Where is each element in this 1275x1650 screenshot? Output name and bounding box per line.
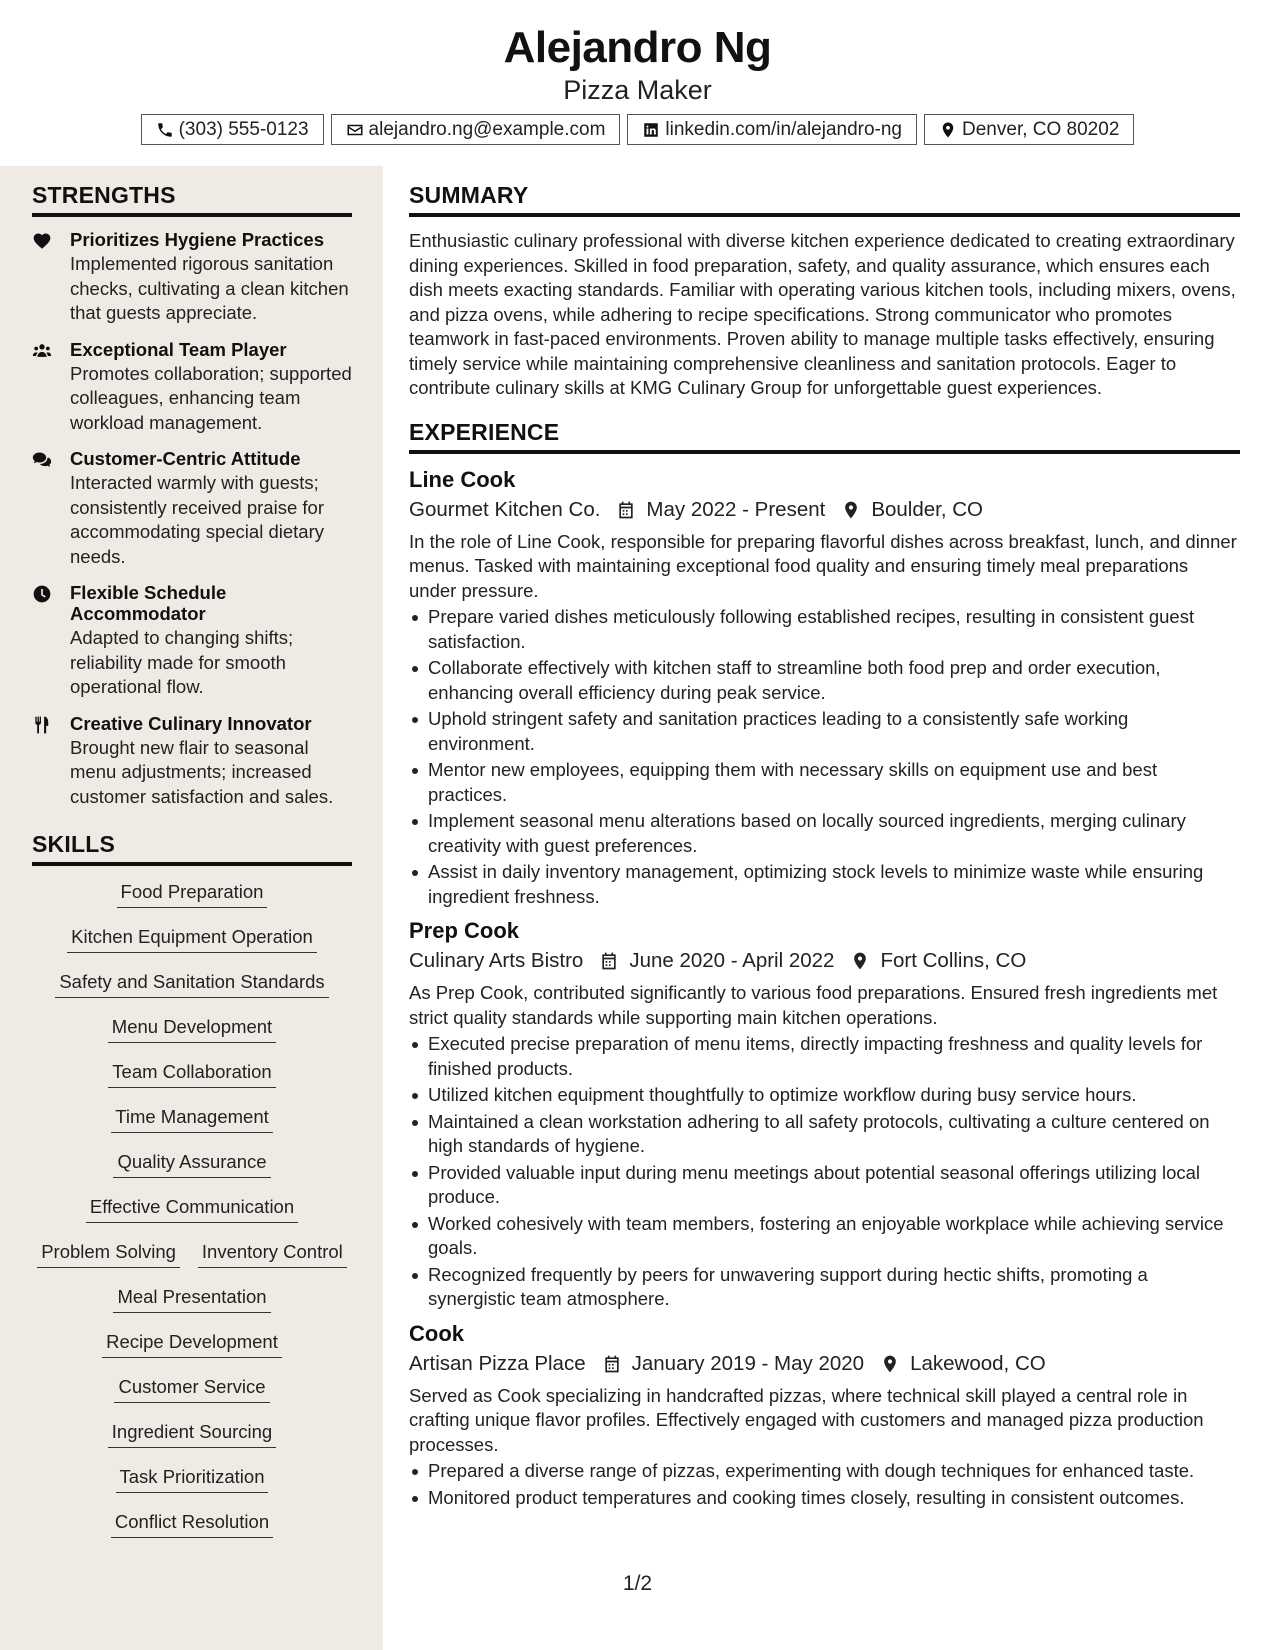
contact-linkedin[interactable] [627,114,917,145]
skill-tag: Quality Assurance [113,1150,270,1178]
strength-item [32,339,352,436]
strength-desc: Promotes collaboration; supported colleagues, enhancing team workload management. [70,362,352,433]
skill-row [32,1285,352,1330]
phone-icon [156,121,174,139]
experience-heading: EXPERIENCE [409,419,1240,454]
job-company: Culinary Arts Bistro [409,949,584,972]
strength-item [32,448,352,569]
job-location: Lakewood, CO [910,1351,1046,1375]
job-bullets [409,1459,1240,1510]
skill-row [32,1465,352,1510]
skill-row [32,970,352,1015]
skill-row [32,1420,352,1465]
skill-row [32,880,352,925]
job-location: Boulder, CO [871,497,983,521]
skills-list [32,880,352,1555]
left-column [32,182,352,1555]
skill-tag: Meal Presentation [113,1285,270,1313]
skill-tag: Inventory Control [198,1240,347,1268]
location-pin-icon [841,500,861,520]
resume-header [0,22,1275,145]
job-company: Gourmet Kitchen Co. [409,497,601,521]
bullet-item: Monitored product temperatures and cooking times closely, resulting in consistent outcomes. [409,1486,1240,1511]
skill-tag: Effective Communication [86,1195,298,1223]
bullet-item: Provided valuable input during menu meetings about potential seasonal offerings utilizing local produce. [409,1161,1240,1210]
heart-icon [32,231,52,251]
contact-location-text: Denver, CO 80202 [962,118,1120,140]
skill-tag: Safety and Sanitation Standards [55,970,328,998]
skill-tag: Task Prioritization [116,1465,269,1493]
bullet-item: Recognized frequently by peers for unwavering support during hectic shifts, promoting a synergistic team atmosphere. [409,1263,1240,1312]
skill-tag: Menu Development [108,1015,276,1043]
skill-row [32,1375,352,1420]
job-title: Prep Cook [409,918,520,943]
strength-title: Exceptional Team Player [70,338,287,360]
skill-row [32,1330,352,1375]
skill-row [32,1105,352,1150]
bullet-item: Assist in daily inventory management, optimizing stock levels to minimize waste while ensuring ingredient freshness. [409,860,1240,909]
bullet-item: Mentor new employees, equipping them with necessary skills on equipment use and best practices. [409,758,1240,807]
job-meta [409,1348,1240,1380]
skills-heading: SKILLS [32,831,352,866]
location-pin-icon [850,951,870,971]
page-number: 1/2 [622,1572,653,1595]
job-dates: June 2020 - April 2022 [629,949,835,972]
strength-desc: Adapted to changing shifts; reliability made for smooth operational flow. [70,627,294,697]
skill-tag: Time Management [111,1105,273,1133]
summary-text: Enthusiastic culinary professional with diverse kitchen experience dedicated to creating extraordinary dining experiences. Skilled in food preparation, safety, and quality assurance, which ensures each dish meets exacting standards. Familiar with operating various kitchen tools, including mixers, ovens, and pizza ovens, while adhering to recipe specifications. Strong communicator who promotes teamwork in fast-paced environments. Proven ability to manage multiple tasks effectively, ensuring timely service while maintaining comprehensive cleanliness and sanitation protocols. Eager to contribute culinary skills at KMG Culinary Group for unforgettable guest experiences. [409,230,1236,398]
job-meta [409,494,1240,526]
skill-row [32,925,352,970]
bullet-item: Utilized kitchen equipment thoughtfully to optimize workflow during busy service hours. [409,1083,1240,1108]
bullet-item: Prepare varied dishes meticulously following established recipes, resulting in consistent guest satisfaction. [409,605,1240,654]
strength-desc: Brought new flair to seasonal menu adjustments; increased customer satisfaction and sales. [70,736,334,807]
strength-desc: Interacted warmly with guests; consistently received praise for accommodating special dietary needs. [70,472,324,567]
clock-icon [32,584,52,604]
strength-item [32,229,352,326]
bullet-item: Prepared a diverse range of pizzas, experimenting with dough techniques for enhanced taste. [409,1459,1240,1484]
calendar-icon [616,500,636,520]
contact-linkedin-text: linkedin.com/in/alejandro-ng [665,118,903,140]
skill-row [32,1510,352,1555]
strength-item [32,582,352,700]
calendar-icon [599,951,619,971]
bullet-item: Uphold stringent safety and sanitation practices leading to a consistently safe working environment. [409,707,1240,756]
job-dates: January 2019 - May 2020 [631,1351,865,1375]
contact-phone[interactable] [141,114,324,145]
job-title: Line Cook [409,466,516,492]
strengths-heading: STRENGTHS [32,182,352,217]
users-icon [32,341,52,361]
skill-tag: Problem Solving [37,1240,180,1268]
skill-tag: Kitchen Equipment Operation [67,925,317,953]
skill-row [32,1060,352,1105]
job-description: In the role of Line Cook, responsible for preparing flavorful dishes across breakfast, lunch, and dinner menus. Tasked with maintaining exceptional food quality and ensuring timely meal preparations under pressure. [409,530,1237,601]
skill-row [32,1150,352,1195]
job-location: Fort Collins, CO [880,949,1027,972]
contact-location[interactable] [924,114,1134,145]
job-entry [409,466,1240,910]
contact-bar [0,114,1275,145]
calendar-icon [602,1354,622,1374]
job-dates: May 2022 - Present [646,497,826,521]
candidate-name: Alejandro Ng [503,23,772,72]
contact-phone-text: (303) 555-0123 [178,118,309,140]
contact-email-text: alejandro.ng@example.com [368,118,606,140]
bullet-item: Implement seasonal menu alterations based on locally sourced ingredients, merging culinary creativity with guest preferences. [409,809,1240,858]
location-pin-icon [880,1354,900,1374]
skill-row [32,1195,352,1240]
skill-tag: Food Preparation [117,880,268,908]
utensils-icon [32,715,52,735]
summary-heading: SUMMARY [409,182,1240,217]
strength-title: Creative Culinary Innovator [70,712,312,734]
skill-row [32,1015,352,1060]
job-description: As Prep Cook, contributed significantly to various food preparations. Ensured fresh ingredients met strict quality standards while supporting main kitchen operations. [409,982,1218,1028]
skill-tag: Conflict Resolution [111,1510,273,1538]
job-bullets [409,605,1240,909]
skill-tag: Customer Service [114,1375,269,1403]
bullet-item: Collaborate effectively with kitchen staff to streamline both food prep and order execution, enhancing overall efficiency during peak service. [409,656,1240,705]
chat-bubbles-icon [32,450,52,470]
job-bullets [409,1032,1240,1312]
strength-title: Prioritizes Hygiene Practices [70,229,324,250]
skill-row [32,1240,352,1285]
strength-desc: Implemented rigorous sanitation checks, cultivating a clean kitchen that guests appreciate. [70,253,349,323]
job-entry [409,917,1240,1312]
strength-title: Customer-Centric Attitude [70,448,301,469]
job-company: Artisan Pizza Place [409,1351,586,1375]
linkedin-icon [642,121,660,139]
job-title: Cook [409,1320,464,1346]
right-column [409,182,1240,1518]
skill-tag: Team Collaboration [108,1060,275,1088]
contact-email[interactable] [331,114,621,145]
bullet-item: Maintained a clean workstation adhering to all safety protocols, cultivating a culture centered on high standards of hygiene. [409,1110,1240,1159]
job-entry [409,1320,1240,1511]
bullet-item: Worked cohesively with team members, fostering an enjoyable workplace while achieving service goals. [409,1212,1240,1261]
job-description: Served as Cook specializing in handcrafted pizzas, where technical skill played a central role in crafting unique flavor profiles. Effectively engaged with customers and managed pizza production processes. [409,1384,1204,1455]
skill-tag: Recipe Development [102,1330,282,1358]
bullet-item: Executed precise preparation of menu items, directly impacting freshness and quality levels for finished products. [409,1032,1240,1081]
strength-item [32,713,352,810]
candidate-role: Pizza Maker [563,75,712,105]
location-pin-icon [939,121,957,139]
skill-tag: Ingredient Sourcing [108,1420,276,1448]
job-meta [409,945,1240,977]
envelope-icon [346,121,364,139]
strength-title: Flexible Schedule Accommodator [70,582,227,624]
